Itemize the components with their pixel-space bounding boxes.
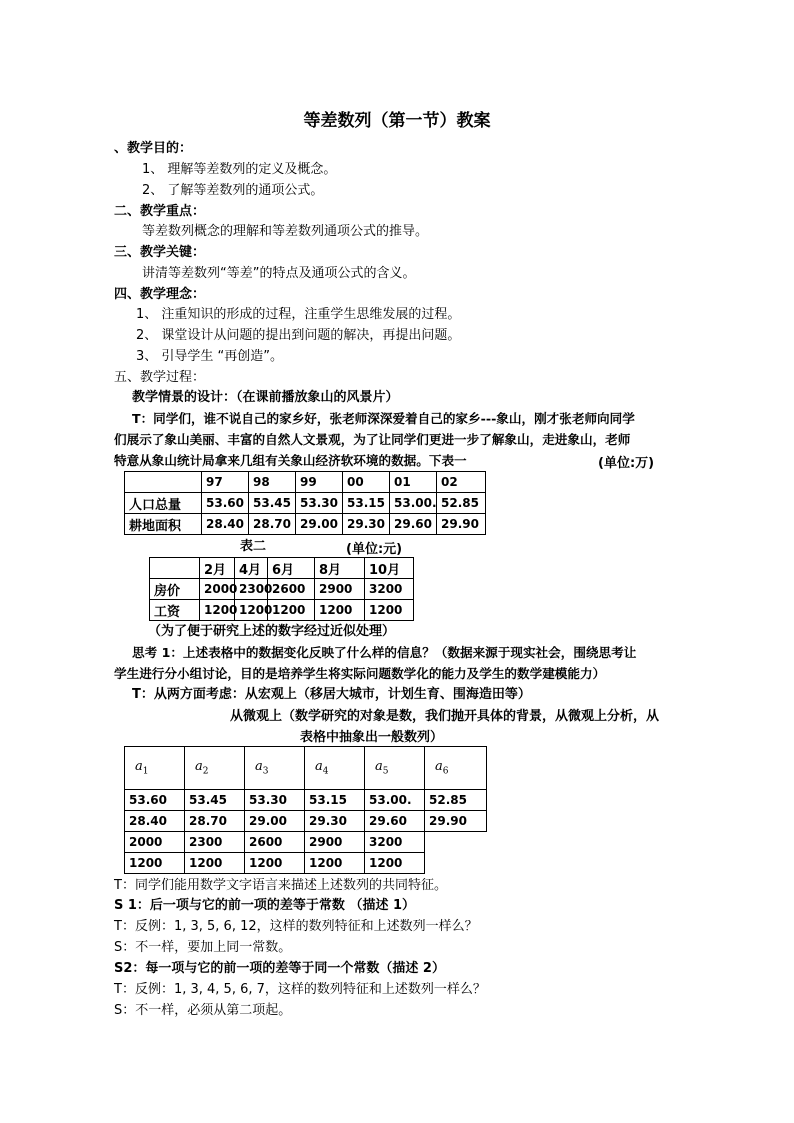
table-cell: 53.45 bbox=[185, 790, 245, 811]
table-header-row bbox=[125, 472, 486, 493]
table-cell: 53.30 bbox=[245, 790, 305, 811]
unit-label: (单位:元) bbox=[346, 542, 403, 557]
table-cell: 28.70 bbox=[249, 514, 296, 535]
symbol-base: a bbox=[195, 759, 203, 775]
table-cell: 1200 bbox=[125, 853, 185, 874]
teacher-line: 从微观上（数学研究的对象是数，我们抛开具体的背景，从微观上分析，从 bbox=[230, 709, 660, 724]
table-cell: 53.30 bbox=[296, 493, 343, 514]
think-paragraph: 思考 1：上述表格中的数据变化反映了什么样的信息？（数据来源于现实社会，围绕思考让 bbox=[132, 645, 637, 660]
table-cell: 29.30 bbox=[305, 811, 365, 832]
table-cell: 29.00 bbox=[296, 514, 343, 535]
table-cell bbox=[125, 472, 202, 493]
table-cell: 房价 bbox=[150, 579, 200, 600]
symbol-base: a bbox=[435, 759, 443, 775]
table-cell: 29.30 bbox=[343, 514, 390, 535]
symbol-base: a bbox=[135, 759, 143, 775]
table-cell: 1200 bbox=[305, 853, 365, 874]
table-cell: 2000 bbox=[125, 832, 185, 853]
section-heading-key: 三、教学关键： bbox=[114, 245, 206, 260]
table-cell: 1200 bbox=[200, 600, 235, 621]
table-cell: 53.00. bbox=[390, 493, 437, 514]
table-cell: 3200 bbox=[365, 579, 414, 600]
table-row bbox=[125, 853, 487, 874]
symbol-subscript: 1 bbox=[142, 766, 149, 777]
table-header-row bbox=[125, 747, 487, 790]
scene-design-text: 教学情景的设计：（在课前播放象山的风景片） bbox=[132, 390, 399, 405]
symbol-subscript: 4 bbox=[322, 766, 329, 777]
table-cell: 53.15 bbox=[305, 790, 365, 811]
table-cell: 28.40 bbox=[125, 811, 185, 832]
section-heading-key-points: 二、教学重点： bbox=[114, 204, 206, 219]
symbol-base: a bbox=[375, 759, 383, 775]
table-cell: 2月 bbox=[200, 558, 235, 579]
section-heading-process: 五、教学过程： bbox=[114, 370, 206, 385]
table-cell bbox=[150, 558, 200, 579]
table-cell: 29.90 bbox=[437, 514, 486, 535]
table-row bbox=[125, 790, 487, 811]
data-table-two bbox=[149, 557, 414, 621]
table-header-row bbox=[150, 558, 414, 579]
table-cell: 2900 bbox=[305, 832, 365, 853]
table-cell: 53.60 bbox=[202, 493, 249, 514]
symbol-base: a bbox=[255, 759, 263, 775]
table-cell: 10月 bbox=[365, 558, 414, 579]
philosophy-item: 2、 课堂设计从问题的提出到问题的解决，再提出问题。 bbox=[136, 328, 461, 343]
key-text: 讲清等差数列“等差”的特点及通项公式的含义。 bbox=[142, 266, 416, 281]
table-cell: 1200 bbox=[268, 600, 315, 621]
table-cell: 2900 bbox=[315, 579, 365, 600]
symbol-base: a bbox=[315, 759, 323, 775]
dialogue-line: S：不一样，必须从第二项起。 bbox=[114, 1003, 292, 1018]
table-row bbox=[125, 514, 486, 535]
teacher-paragraph: T：同学们，谁不说自己的家乡好，张老师深深爱着自己的家乡---象山，刚才张老师向同学 bbox=[132, 411, 635, 426]
table-cell: 02 bbox=[437, 472, 486, 493]
table-two-caption: 表二 bbox=[240, 539, 267, 554]
table-cell: 工资 bbox=[150, 600, 200, 621]
symbol-subscript: 2 bbox=[202, 766, 209, 777]
symbol-subscript: 5 bbox=[382, 766, 389, 777]
objective-item: 1、 理解等差数列的定义及概念。 bbox=[142, 162, 337, 177]
page-title: 等差数列（第一节）教案 bbox=[303, 111, 491, 131]
sequence-term-symbol bbox=[365, 747, 425, 790]
table-cell: 53.45 bbox=[249, 493, 296, 514]
sequence-table bbox=[124, 746, 487, 874]
table-row bbox=[150, 579, 414, 600]
table-cell: 29.90 bbox=[425, 811, 487, 832]
data-table-one bbox=[124, 471, 486, 535]
table-cell: 53.60 bbox=[125, 790, 185, 811]
table-cell: 2000 bbox=[200, 579, 235, 600]
table-cell: 29.00 bbox=[245, 811, 305, 832]
table-cell: 29.60 bbox=[390, 514, 437, 535]
table-cell: 01 bbox=[390, 472, 437, 493]
teacher-paragraph: 们展示了象山美丽、丰富的自然人文景观，为了让同学们更进一步了解象山，走进象山，老师 bbox=[114, 432, 631, 447]
table-cell: 97 bbox=[202, 472, 249, 493]
table-cell: 29.60 bbox=[365, 811, 425, 832]
section-heading-objectives: 、教学目的： bbox=[114, 141, 193, 156]
table-row bbox=[125, 832, 487, 853]
dialogue-line: S 1：后一项与它的前一项的差等于常数 （描述 1） bbox=[114, 898, 416, 913]
teacher-line: T：从两方面考虑：从宏观上（移居大城市，计划生育、围海造田等） bbox=[132, 687, 531, 702]
philosophy-item: 1、 注重知识的形成的过程，注重学生思维发展的过程。 bbox=[136, 307, 461, 322]
sequence-term-symbol bbox=[425, 747, 487, 790]
table-cell: 28.70 bbox=[185, 811, 245, 832]
think-paragraph: 学生进行分小组讨论，目的是培养学生将实际问题数学化的能力及学生的数学建模能力） bbox=[114, 666, 606, 681]
teacher-paragraph: 特意从象山统计局拿来几组有关象山经济软环境的数据。下表一 bbox=[114, 453, 467, 468]
table-cell: 4月 bbox=[235, 558, 268, 579]
dialogue-line: T：反例：1, 3, 5, 6, 12，这样的数列特征和上述数列一样么？ bbox=[114, 919, 478, 934]
table-cell: 00 bbox=[343, 472, 390, 493]
approximation-note: （为了便于研究上述的数字经过近似处理） bbox=[148, 624, 396, 639]
table-cell: 2600 bbox=[268, 579, 315, 600]
table-cell: 1200 bbox=[315, 600, 365, 621]
table-cell: 2600 bbox=[245, 832, 305, 853]
philosophy-item: 3、 引导学生 “再创造”。 bbox=[136, 349, 284, 364]
section-heading-philosophy: 四、教学理念： bbox=[114, 287, 206, 302]
table-cell: 1200 bbox=[365, 853, 425, 874]
teacher-line: 表格中抽象出一般数列） bbox=[300, 730, 444, 745]
table-cell: 98 bbox=[249, 472, 296, 493]
table-cell: 1200 bbox=[365, 600, 414, 621]
table-row bbox=[150, 600, 414, 621]
table-cell: 1200 bbox=[245, 853, 305, 874]
dialogue-line: T：同学们能用数学文字语言来描述上述数列的共同特征。 bbox=[114, 878, 447, 893]
table-cell: 1200 bbox=[185, 853, 245, 874]
table-cell: 53.00. bbox=[365, 790, 425, 811]
unit-label: (单位:万) bbox=[598, 456, 655, 471]
table-cell: 6月 bbox=[268, 558, 315, 579]
symbol-subscript: 6 bbox=[442, 766, 449, 777]
table-cell: 28.40 bbox=[202, 514, 249, 535]
table-cell: 2300 bbox=[235, 579, 268, 600]
table-cell: 人口总量 bbox=[125, 493, 202, 514]
table-cell: 52.85 bbox=[437, 493, 486, 514]
dialogue-line: T：反例：1, 3, 4, 5, 6, 7，这样的数列特征和上述数列一样么？ bbox=[114, 982, 486, 997]
key-point-text: 等差数列概念的理解和等差数列通项公式的推导。 bbox=[142, 224, 429, 239]
table-cell: 53.15 bbox=[343, 493, 390, 514]
table-cell: 1200 bbox=[235, 600, 268, 621]
table-cell: 99 bbox=[296, 472, 343, 493]
dialogue-line: S：不一样，要加上同一常数。 bbox=[114, 940, 292, 955]
table-cell: 3200 bbox=[365, 832, 425, 853]
table-cell: 耕地面积 bbox=[125, 514, 202, 535]
table-cell: 52.85 bbox=[425, 790, 487, 811]
table-cell: 2300 bbox=[185, 832, 245, 853]
table-row bbox=[125, 493, 486, 514]
symbol-subscript: 3 bbox=[262, 766, 269, 777]
sequence-term-symbol bbox=[305, 747, 365, 790]
dialogue-line: S2：每一项与它的前一项的差等于同一个常数（描述 2） bbox=[114, 961, 445, 976]
sequence-term-symbol bbox=[245, 747, 305, 790]
table-row bbox=[125, 811, 487, 832]
table-cell: 8月 bbox=[315, 558, 365, 579]
sequence-term-symbol bbox=[185, 747, 245, 790]
objective-item: 2、 了解等差数列的通项公式。 bbox=[142, 183, 324, 198]
sequence-term-symbol bbox=[125, 747, 185, 790]
